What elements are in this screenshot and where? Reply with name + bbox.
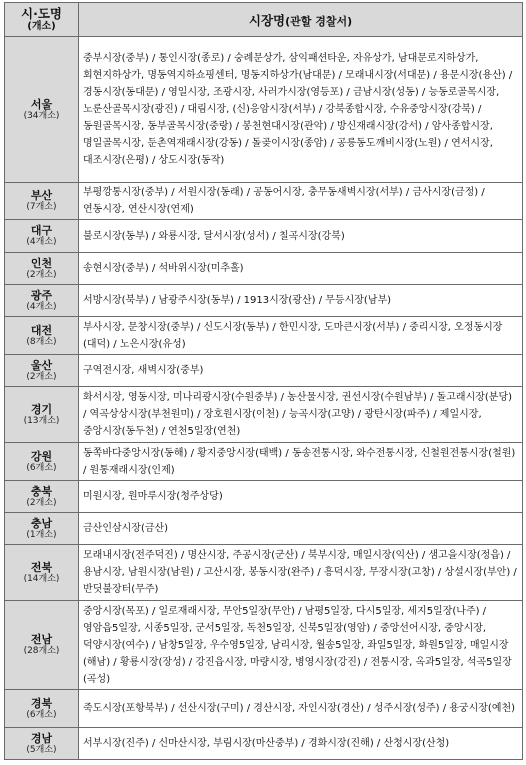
region-cell	[5, 285, 79, 317]
header-region-label: 시·도명	[21, 5, 62, 21]
table-row	[5, 690, 523, 728]
region-count: (14개소)	[23, 573, 60, 584]
region-name: 대구	[30, 224, 53, 237]
table-row	[5, 355, 523, 387]
region-name: 전남	[30, 633, 53, 646]
region-cell	[5, 355, 79, 387]
region-cell	[5, 601, 79, 690]
table-row	[5, 37, 523, 183]
table-row	[5, 387, 523, 443]
region-name: 광주	[30, 288, 53, 302]
markets-cell: 서부시장(진주) / 신마산시장, 부림시장(마산중부) / 경화시장(진해) / 산청시장(산청)	[79, 728, 523, 760]
region-cell	[5, 220, 79, 253]
region-count: (6개소)	[26, 709, 57, 720]
table-row	[5, 601, 523, 690]
region-count: (34개소)	[23, 110, 60, 121]
region-count: (6개소)	[26, 462, 57, 473]
region-name: 대전	[30, 323, 53, 337]
table-row	[5, 481, 523, 513]
region-cell	[5, 728, 79, 760]
region-cell	[5, 317, 79, 355]
markets-cell: 모래내시장(전주덕진) / 명산시장, 주공시장(군산) / 북부시장, 매일시장(익산) / 샘고을시장(정읍) / 용남시장, 남원시장(남원) / 고산시장, 봉동시장(완주) / 흥덕시장, 무장시장(고창) / 상설시장(부안) / 반딧불장터(무주)	[79, 545, 523, 601]
table-row	[5, 183, 523, 220]
header-region	[5, 3, 79, 37]
table-row	[5, 317, 523, 355]
table-header-row	[5, 3, 523, 37]
region-name: 서울	[30, 97, 53, 111]
region-name: 인천	[30, 256, 53, 270]
region-count: (2개소)	[26, 371, 57, 382]
market-table	[4, 2, 523, 760]
region-name: 전북	[30, 560, 53, 574]
table-row	[5, 443, 523, 481]
region-name: 충남	[30, 516, 53, 530]
table-row	[5, 728, 523, 760]
table-row	[5, 545, 523, 601]
markets-cell: 구역전시장, 새벽시장(중부)	[79, 355, 523, 387]
region-cell	[5, 37, 79, 183]
region-cell	[5, 183, 79, 220]
region-name: 경북	[30, 696, 53, 710]
markets-cell: 서방시장(북부) / 남광주시장(동부) / 1913시장(광산) / 무등시장(남부)	[79, 285, 523, 317]
markets-cell: 금산인삼시장(금산)	[79, 513, 523, 545]
table-row	[5, 253, 523, 285]
header-markets	[79, 3, 523, 37]
markets-cell: 송현시장(중부) / 석바위시장(미추홀)	[79, 253, 523, 285]
table-row	[5, 285, 523, 317]
region-cell	[5, 387, 79, 443]
region-name: 충북	[30, 484, 53, 498]
region-count: (4개소)	[26, 301, 57, 312]
region-count: (4개소)	[26, 237, 57, 247]
markets-cell: 부사시장, 문창시장(중부) / 신도시장(동부) / 한민시장, 도마큰시장(서부) / 중리시장, 오정동시장(대덕) / 노은시장(유성)	[79, 317, 523, 355]
region-count: (2개소)	[26, 269, 57, 280]
region-count: (7개소)	[26, 202, 57, 212]
markets-cell: 중부시장(중부) / 통인시장(종로) / 숭례문상가, 삼익패션타운, 자유상가, 남대문로지하상가, 회현지하상가, 명동역지하쇼핑센터, 명동지하상가(남대문) / 모래내시장(서대문) / 용문시장(용산) / 경동시장(동대문) / 영일시장, 조광시장, 사러가시장(영등포) / 금남시장(성동) / 능동로골목시장, 노룬산골목시장(광진) / 대림시장, (신)응암시장(서부) / 강북종합시장, 수유중앙시장(강북) / 동원골목시장, 동부골목시장(중랑) / 봉천현대시장(관악) / 방신재래시장(강서) / 암사종합시장, 명일골목시장, 둔촌역재래시장(강동) / 돌곶이시장(종암) / 공릉동도깨비시장(노원) / 연서시장, 대조시장(은평) / 상도시장(동작)	[79, 37, 523, 183]
region-name: 울산	[30, 358, 53, 372]
region-cell	[5, 443, 79, 481]
region-name: 부산	[30, 189, 53, 202]
region-name: 경기	[30, 402, 53, 416]
markets-cell: 죽도시장(포항북부) / 선산시장(구미) / 경산시장, 자인시장(경산) / 성주시장(성주) / 용궁시장(예천)	[79, 690, 523, 728]
region-count: (28개소)	[23, 646, 60, 656]
region-cell	[5, 545, 79, 601]
table-row	[5, 513, 523, 545]
region-cell	[5, 253, 79, 285]
region-cell	[5, 513, 79, 545]
header-markets-label: 시장명	[248, 13, 286, 28]
markets-cell: 불로시장(동부) / 와룡시장, 달서시장(성서) / 칠곡시장(강북)	[79, 220, 523, 253]
markets-cell: 동쪽바다중앙시장(동해) / 황지중앙시장(태백) / 동송전통시장, 와수전통시장, 신철원전통시장(철원) / 원통재래시장(인제)	[79, 443, 523, 481]
markets-cell: 화서시장, 영동시장, 미나리광시장(수원중부) / 농산물시장, 권선시장(수원남부) / 돌고래시장(분당) / 역곡상상시장(부천원미) / 장호원시장(이천) / 능곡시장(고양) / 광탄시장(파주) / 제일시장, 중앙시장(동두천) / 연천5일장(연천)	[79, 387, 523, 443]
header-markets-sublabel: (관할 경찰서)	[285, 15, 353, 28]
markets-cell: 부평깡통시장(중부) / 서원시장(동래) / 공동어시장, 충무동새벽시장(서부) / 금사시장(금정) / 연동시장, 연산시장(연제)	[79, 183, 523, 220]
region-cell	[5, 690, 79, 728]
markets-cell: 미원시장, 원마루시장(청주상당)	[79, 481, 523, 513]
region-count: (8개소)	[26, 336, 57, 347]
region-count: (2개소)	[26, 497, 57, 508]
region-name: 경남	[30, 731, 53, 745]
region-name: 강원	[30, 449, 53, 463]
header-region-count-label: (개소)	[27, 20, 56, 32]
region-count: (5개소)	[26, 744, 57, 755]
region-count: (13개소)	[23, 415, 60, 426]
region-cell	[5, 481, 79, 513]
table-row	[5, 220, 523, 253]
markets-cell: 중앙시장(목포) / 일로재래시장, 무안5일장(무안) / 남평5일장, 다시5일장, 세지5일장(나주) / 영암읍5일장, 시종5일장, 군서5일장, 독천5일장, 신북5일장(영암) / 중앙선어시장, 중앙시장, 덕양시장(여수) / 남창5일장, 우수영5일장, 남리시장, 월송5일장, 좌일5일장, 화원5일장, 매일시장(해남) / 황룡시장(장성) / 강진읍시장, 마량시장, 병영시장(강진) / 전통시장, 옥과5일장, 석곡5일장(곡성)	[79, 601, 523, 690]
region-count: (1개소)	[26, 529, 57, 540]
